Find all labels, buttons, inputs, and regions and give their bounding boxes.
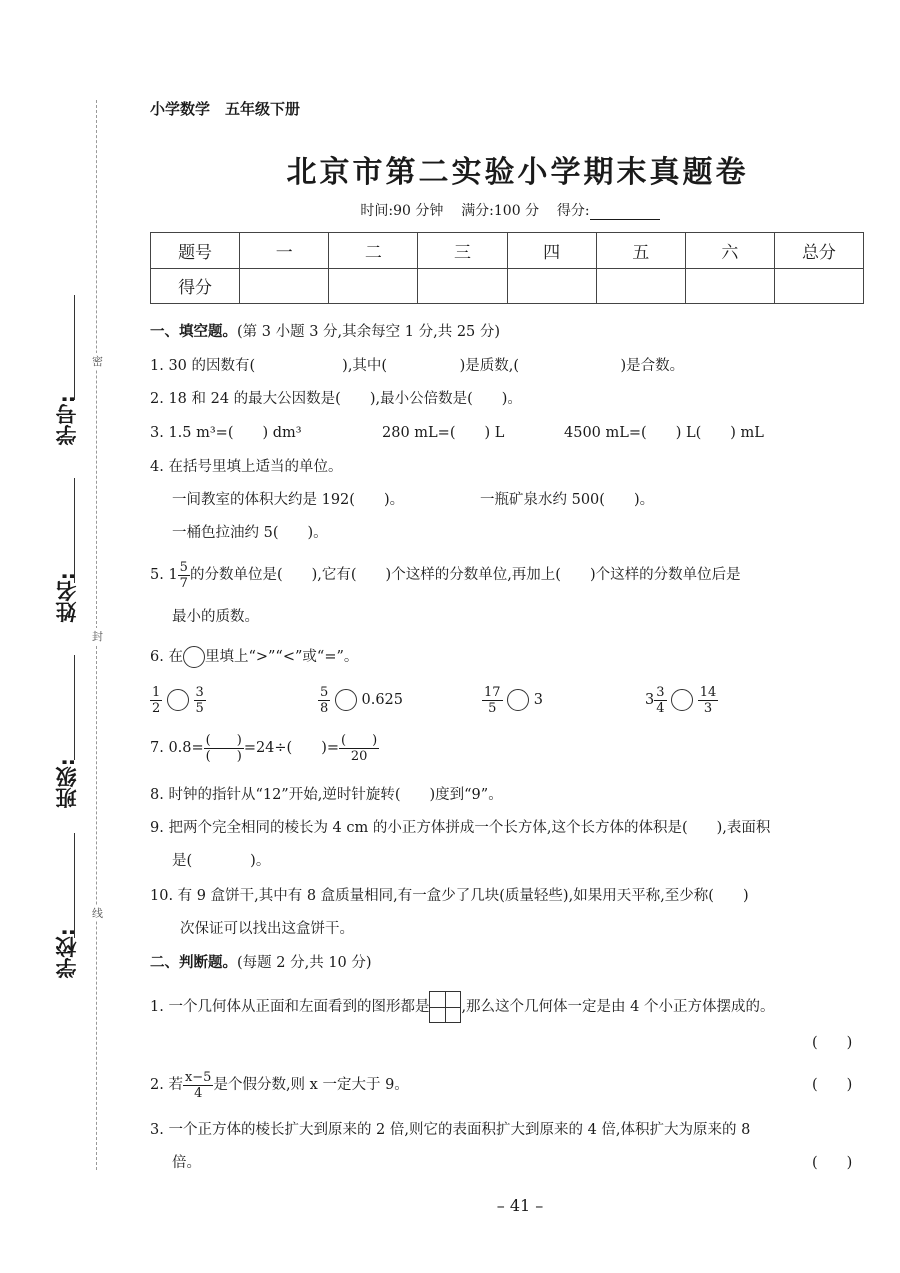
- fraction: [194, 685, 206, 716]
- circle-blank-icon: [183, 646, 205, 668]
- denominator: 4: [656, 700, 665, 716]
- compare-circle[interactable]: [167, 689, 189, 711]
- whole: 3: [645, 692, 655, 708]
- question-1-3b: 280 mL=( ) L: [382, 425, 505, 441]
- fraction: [204, 733, 244, 764]
- j2-post: 是个假分数,则 x 一定大于 9。: [213, 1077, 409, 1093]
- numerator: 5: [320, 684, 329, 700]
- school-label: 学校:: [55, 928, 79, 979]
- section-2-title: 二、判断题。: [150, 954, 237, 971]
- student-id-label: 学号:: [55, 395, 79, 446]
- fraction: [654, 685, 666, 716]
- numerator: 14: [699, 684, 717, 700]
- fraction: [482, 685, 503, 716]
- fraction: [318, 685, 330, 716]
- numerator: x−5: [184, 1069, 212, 1085]
- four-square-grid-icon: [429, 991, 461, 1023]
- section-1-title: 一、填空题。: [150, 323, 237, 340]
- numerator: 1: [152, 684, 161, 700]
- numerator: ( ): [341, 732, 378, 748]
- q7-mid: =24÷( )=: [243, 740, 340, 756]
- question-1-10: 10. 有 9 盒饼干,其中有 8 盒质量相同,有一盒少了几块(质量轻些),如果用天平称,至少称( ): [150, 888, 749, 904]
- q7-pre: 7. 0.8=: [150, 740, 204, 756]
- q6-pre: 6. 在: [150, 649, 183, 665]
- compare-circle[interactable]: [671, 689, 693, 711]
- denominator: 3: [703, 700, 713, 716]
- compare-circle[interactable]: [335, 689, 357, 711]
- denominator: 8: [320, 700, 329, 716]
- section-2-note: (每题 2 分,共 10 分): [237, 955, 372, 971]
- score-label: 得分:: [556, 203, 590, 219]
- score-table-header-row: [151, 233, 864, 269]
- numerator: ( ): [205, 732, 242, 748]
- compare-circle[interactable]: [507, 689, 529, 711]
- denominator: 5: [195, 700, 204, 716]
- score-table: [150, 232, 864, 304]
- book-header: 小学数学 五年级下册: [150, 100, 301, 118]
- page-title: 北京市第二实验小学期末真题卷: [286, 155, 749, 190]
- q5-numerator: 5: [179, 559, 188, 575]
- name-line[interactable]: [74, 478, 75, 583]
- question-1-5-continued: 最小的质数。: [172, 609, 259, 625]
- question-1-7: [150, 731, 379, 765]
- section-1-note: (第 3 小题 3 分,其余每空 1 分,共 25 分): [237, 324, 501, 340]
- question-1-6d: [645, 683, 718, 717]
- seal-mark-feng: 封: [92, 630, 103, 643]
- value: 3: [533, 692, 543, 708]
- denominator: ( ): [205, 748, 242, 764]
- question-1-6b: [318, 683, 403, 717]
- seal-mark-mi: 密: [92, 355, 103, 368]
- judge-answer-2[interactable]: ( ): [812, 1077, 853, 1093]
- denominator: 4: [194, 1085, 203, 1101]
- question-1-6c: [482, 683, 543, 717]
- question-1-4: 4. 在括号里填上适当的单位。: [150, 459, 343, 475]
- score-input-cell[interactable]: [507, 268, 596, 304]
- seal-mark-xian: 线: [92, 907, 103, 920]
- question-1-2: 2. 18 和 24 的最大公因数是( ),最小公倍数是( )。: [150, 391, 522, 407]
- denominator: 5: [488, 700, 497, 716]
- score-table-score-row: [151, 268, 864, 304]
- school-line[interactable]: [74, 833, 75, 938]
- question-1-9: 9. 把两个完全相同的棱长为 4 cm 的小正方体拼成一个长方体,这个长方体的体积是( ),表面积: [150, 820, 771, 836]
- class-label: 班级:: [55, 758, 79, 809]
- section-2-heading: [150, 953, 372, 973]
- fraction: [150, 685, 162, 716]
- denominator: 2: [152, 700, 161, 716]
- score-input-cell[interactable]: [685, 268, 774, 304]
- score-cell: 题号: [151, 233, 240, 269]
- score-input-cell[interactable]: [329, 268, 418, 304]
- q6-post: 里填上“>”“<”或“=”。: [204, 649, 359, 665]
- question-1-4a: 一间教室的体积大约是 192( )。: [172, 492, 405, 508]
- score-row-label: 得分: [151, 268, 240, 304]
- score-cell: 六: [685, 233, 774, 269]
- question-1-10-continued: 次保证可以找出这盒饼干。: [180, 921, 354, 937]
- j1-pre: 1. 一个几何体从正面和左面看到的图形都是: [150, 999, 430, 1015]
- score-cell: 三: [418, 233, 507, 269]
- judge-question-2: [150, 1068, 409, 1102]
- score-input-cell[interactable]: [240, 268, 329, 304]
- j2-pre: 2. 若: [150, 1077, 183, 1093]
- time-limit: 时间:90 分钟: [360, 203, 444, 219]
- name-label: 姓名:: [55, 572, 79, 623]
- question-1-4b: 一瓶矿泉水约 500( )。: [480, 492, 655, 508]
- score-input-cell[interactable]: [418, 268, 507, 304]
- score-input-cell[interactable]: [596, 268, 685, 304]
- numerator: 3: [195, 684, 204, 700]
- judge-question-3-continued: 倍。: [172, 1155, 201, 1171]
- fraction: [698, 685, 719, 716]
- denominator: 20: [350, 748, 368, 764]
- judge-answer-3[interactable]: ( ): [812, 1155, 853, 1171]
- numerator: 3: [656, 684, 665, 700]
- full-score: 满分:100 分: [461, 203, 540, 219]
- question-1-9-continued: 是( )。: [172, 853, 271, 869]
- score-blank[interactable]: [590, 205, 660, 220]
- question-1-3a: 3. 1.5 m³=( ) dm³: [150, 425, 302, 441]
- q5-denominator: 7: [179, 575, 188, 591]
- fraction: [183, 1070, 214, 1101]
- question-1-6: [150, 645, 358, 669]
- page-number: – 41 –: [496, 1196, 544, 1215]
- score-cell: 四: [507, 233, 596, 269]
- section-1-heading: [150, 322, 500, 342]
- j1-post: ,那么这个几何体一定是由 4 个小正方体摆成的。: [461, 999, 775, 1015]
- score-input-cell[interactable]: [774, 268, 863, 304]
- score-cell: 一: [240, 233, 329, 269]
- value: 0.625: [361, 692, 404, 708]
- score-cell: 五: [596, 233, 685, 269]
- question-1-1: 1. 30 的因数有( ),其中( )是质数,( )是合数。: [150, 358, 685, 374]
- exam-info: [0, 200, 900, 220]
- numerator: 17: [484, 684, 501, 700]
- question-1-5: [150, 558, 741, 592]
- q5-fraction: [178, 560, 190, 591]
- class-line[interactable]: [74, 655, 75, 760]
- judge-question-1: [150, 990, 775, 1024]
- score-cell: 二: [329, 233, 418, 269]
- fraction: [339, 733, 379, 764]
- question-1-6a: [150, 683, 206, 717]
- question-1-8: 8. 时钟的指针从“12”开始,逆时针旋转( )度到“9”。: [150, 787, 503, 803]
- judge-answer-1[interactable]: ( ): [812, 1035, 853, 1051]
- question-1-3c: 4500 mL=( ) L( ) mL: [564, 425, 764, 441]
- student-id-line[interactable]: [74, 295, 75, 400]
- score-cell: 总分: [774, 233, 863, 269]
- q5-whole: 5. 1: [150, 567, 178, 583]
- judge-question-3: 3. 一个正方体的棱长扩大到原来的 2 倍,则它的表面积扩大到原来的 4 倍,体积扩大为原来的 8: [150, 1122, 751, 1138]
- q5-text: 的分数单位是( ),它有( )个这样的分数单位,再加上( )个这样的分数单位后是: [189, 567, 741, 583]
- question-1-4c: 一桶色拉油约 5( )。: [172, 525, 328, 541]
